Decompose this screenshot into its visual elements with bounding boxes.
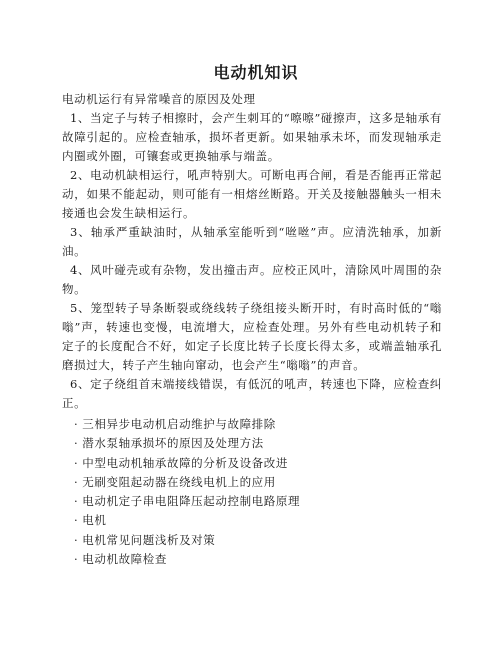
paragraph-2: 2、电动机缺相运行，吼声特别大。可断电再合闸，看是否能再正常起动，如果不能起动，则可能有一相熔丝断路。开关及接触器触头一相未接通也会发生缺相运行。 <box>62 168 442 220</box>
paragraph-6: 6、定子绕组首末端接线错误，有低沉的吼声，转速也下降，应检查纠正。 <box>62 377 442 410</box>
bullet-icon: · <box>74 532 79 547</box>
list-item <box>62 415 442 434</box>
list-item <box>62 511 442 530</box>
document-page <box>62 62 442 569</box>
list-item-label: 电动机故障检查 <box>82 552 167 567</box>
paragraph-1: 1、当定子与转子相擦时，会产生刺耳的“嚓嚓”碰擦声，这多是轴承有故障引起的。应检查轴承，损坏者更新。如果轴承未坏，而发现轴承走内圈或外圈，可镶套或更换轴承与端盖。 <box>62 111 442 163</box>
paragraph-5: 5、笼型转子导条断裂或绕线转子绕组接头断开时，有时高时低的“嗡嗡”声，转速也变慢，电流增大，应检查处理。另外有些电动机转子和定子的长度配合不好，如定子长度比转子长度长得太多，或端盖轴承孔磨损过大，转子产生轴向窜动，也会产生“嗡嗡”的声音。 <box>62 301 442 372</box>
list-item <box>62 550 442 569</box>
bullet-icon: · <box>74 455 79 470</box>
bullet-icon: · <box>74 494 79 509</box>
paragraph-3: 3、轴承严重缺油时，从轴承室能听到“咝咝”声。应清洗轴承，加新油。 <box>62 225 442 258</box>
list-item-label: 中型电动机轴承故障的分析及设备改进 <box>82 455 288 470</box>
document-title: 电动机知识 <box>213 63 299 82</box>
related-articles-list <box>62 415 442 569</box>
bullet-icon: · <box>74 417 79 431</box>
list-item <box>62 473 442 492</box>
list-item <box>62 454 442 473</box>
list-item-label: 潜水泵轴承损坏的原因及处理方法 <box>82 436 264 451</box>
section-heading: 电动机运行有异常噪音的原因及处理 <box>62 92 256 106</box>
list-item-label: 无刷变阻起动器在绕线电机上的应用 <box>82 474 276 489</box>
list-item <box>62 531 442 550</box>
list-item-label: 电机常见问题浅析及对策 <box>82 532 216 547</box>
list-item <box>62 434 442 453</box>
list-item-label: 三相异步电动机启动维护与故障排除 <box>82 417 276 431</box>
bullet-icon: · <box>74 513 79 528</box>
bullet-icon: · <box>74 474 79 489</box>
list-item-label: 电动机定子串电阻降压起动控制电路原理 <box>82 494 301 509</box>
list-item-label: 电机 <box>82 513 107 528</box>
paragraph-4: 4、风叶碰壳或有杂物，发出撞击声。应校正风叶，清除风叶周围的杂物。 <box>62 263 442 296</box>
bullet-icon: · <box>74 552 79 567</box>
list-item <box>62 492 442 511</box>
bullet-icon: · <box>74 436 79 451</box>
